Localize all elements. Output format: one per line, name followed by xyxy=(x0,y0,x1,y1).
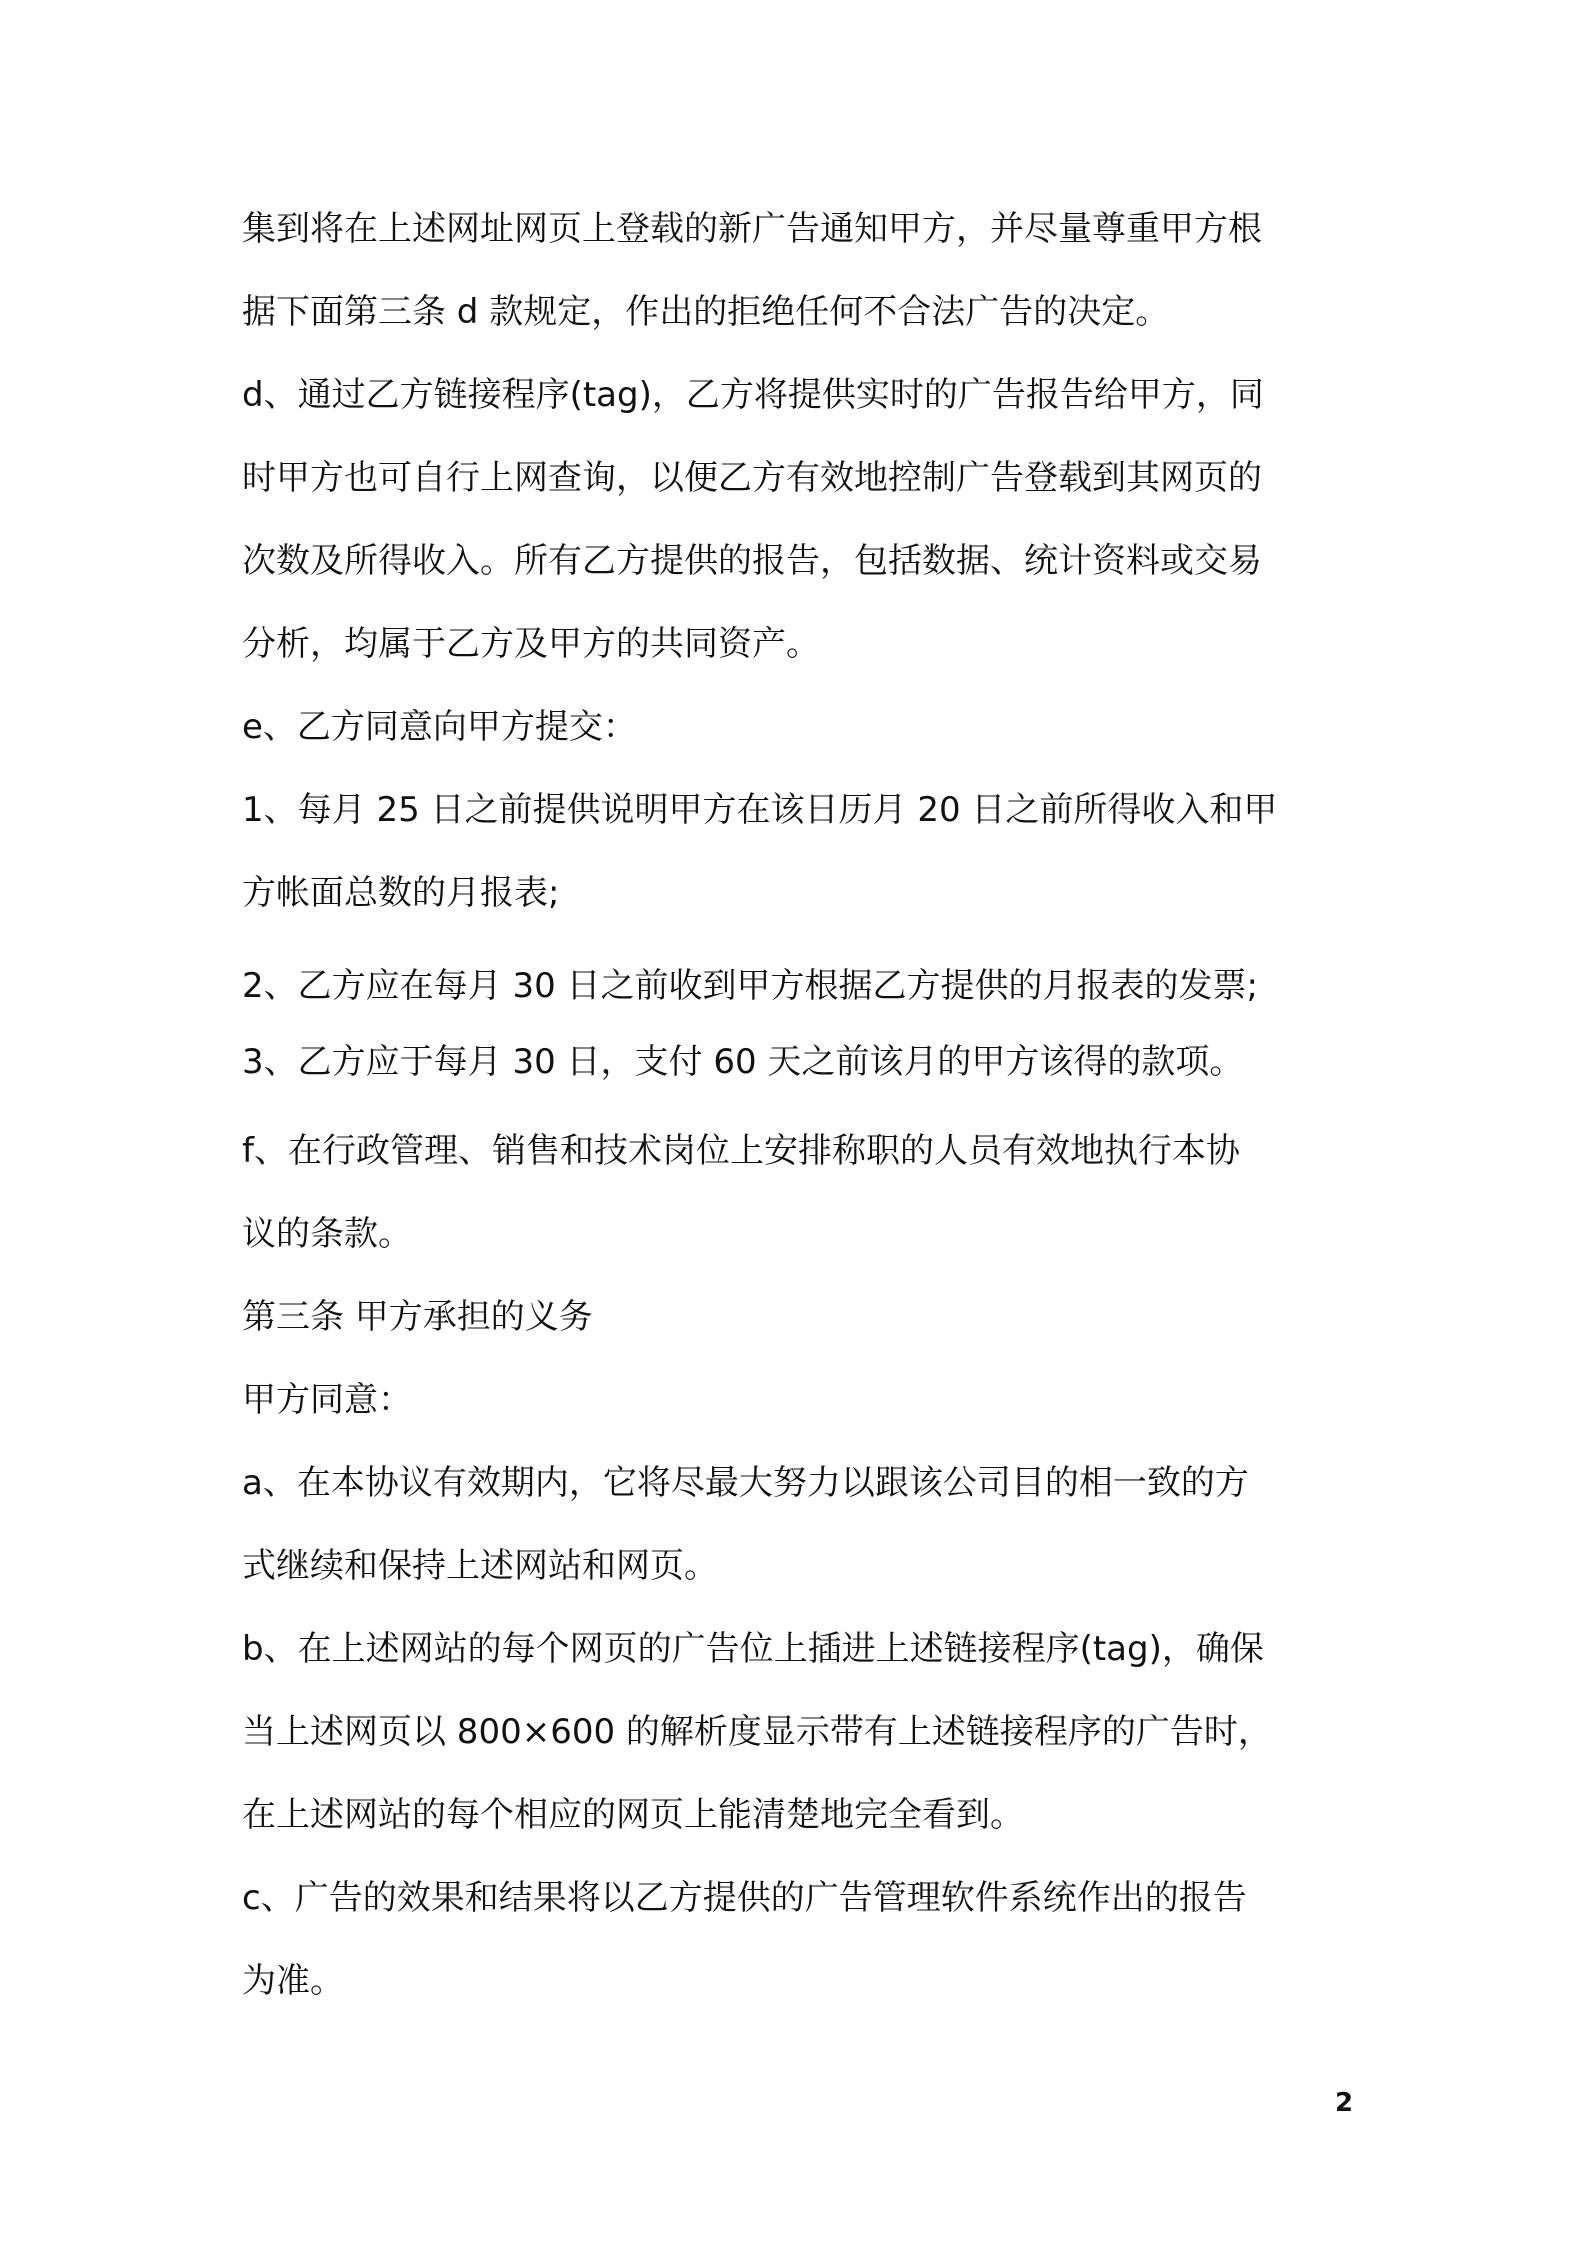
text-line: d、通过乙方链接程序(tag)，乙方将提供实时的广告报告给甲方，同 xyxy=(242,375,1264,415)
text-line: 集到将在上述网址网页上登载的新广告通知甲方，并尽量尊重甲方根 xyxy=(242,209,1262,249)
text-line: f、在行政管理、销售和技术岗位上安排称职的人员有效地执行本协 xyxy=(242,1131,1240,1171)
text-line: 分析，均属于乙方及甲方的共同资产。 xyxy=(242,624,820,664)
text-line: b、在上述网站的每个网页的广告位上插进上述链接程序(tag)，确保 xyxy=(242,1629,1264,1669)
text-line: 方帐面总数的月报表; xyxy=(242,873,560,913)
text-line: 式继续和保持上述网站和网页。 xyxy=(242,1546,718,1586)
text-line: 议的条款。 xyxy=(242,1214,412,1254)
text-line: 3、乙方应于每月 30 日，支付 60 天之前该月的甲方该得的款项。 xyxy=(242,1042,1244,1082)
text-line: 时甲方也可自行上网查询，以便乙方有效地控制广告登载到其网页的 xyxy=(242,458,1262,498)
text-line: 据下面第三条 d 款规定，作出的拒绝任何不合法广告的决定。 xyxy=(242,292,1170,332)
text-line: 2、乙方应在每月 30 日之前收到甲方根据乙方提供的月报表的发票; xyxy=(242,966,1258,1006)
text-line: 当上述网页以 800×600 的解析度显示带有上述链接程序的广告时， xyxy=(242,1712,1272,1752)
page-number: 2 xyxy=(1335,2088,1354,2118)
text-line: 为准。 xyxy=(242,1961,344,2001)
text-line: 次数及所得收入。所有乙方提供的报告，包括数据、统计资料或交易 xyxy=(242,541,1262,581)
text-line: 在上述网站的每个相应的网页上能清楚地完全看到。 xyxy=(242,1795,1024,1835)
text-line: 甲方同意： xyxy=(242,1380,412,1420)
section-heading: 第三条 甲方承担的义务 xyxy=(242,1297,593,1337)
text-line: e、乙方同意向甲方提交： xyxy=(242,707,637,747)
text-line: a、在本协议有效期内，它将尽最大努力以跟该公司目的相一致的方 xyxy=(242,1463,1249,1503)
text-line: c、广告的效果和结果将以乙方提供的广告管理软件系统作出的报告 xyxy=(242,1878,1247,1918)
text-line: 1、每月 25 日之前提供说明甲方在该日历月 20 日之前所得收入和甲 xyxy=(242,790,1278,830)
